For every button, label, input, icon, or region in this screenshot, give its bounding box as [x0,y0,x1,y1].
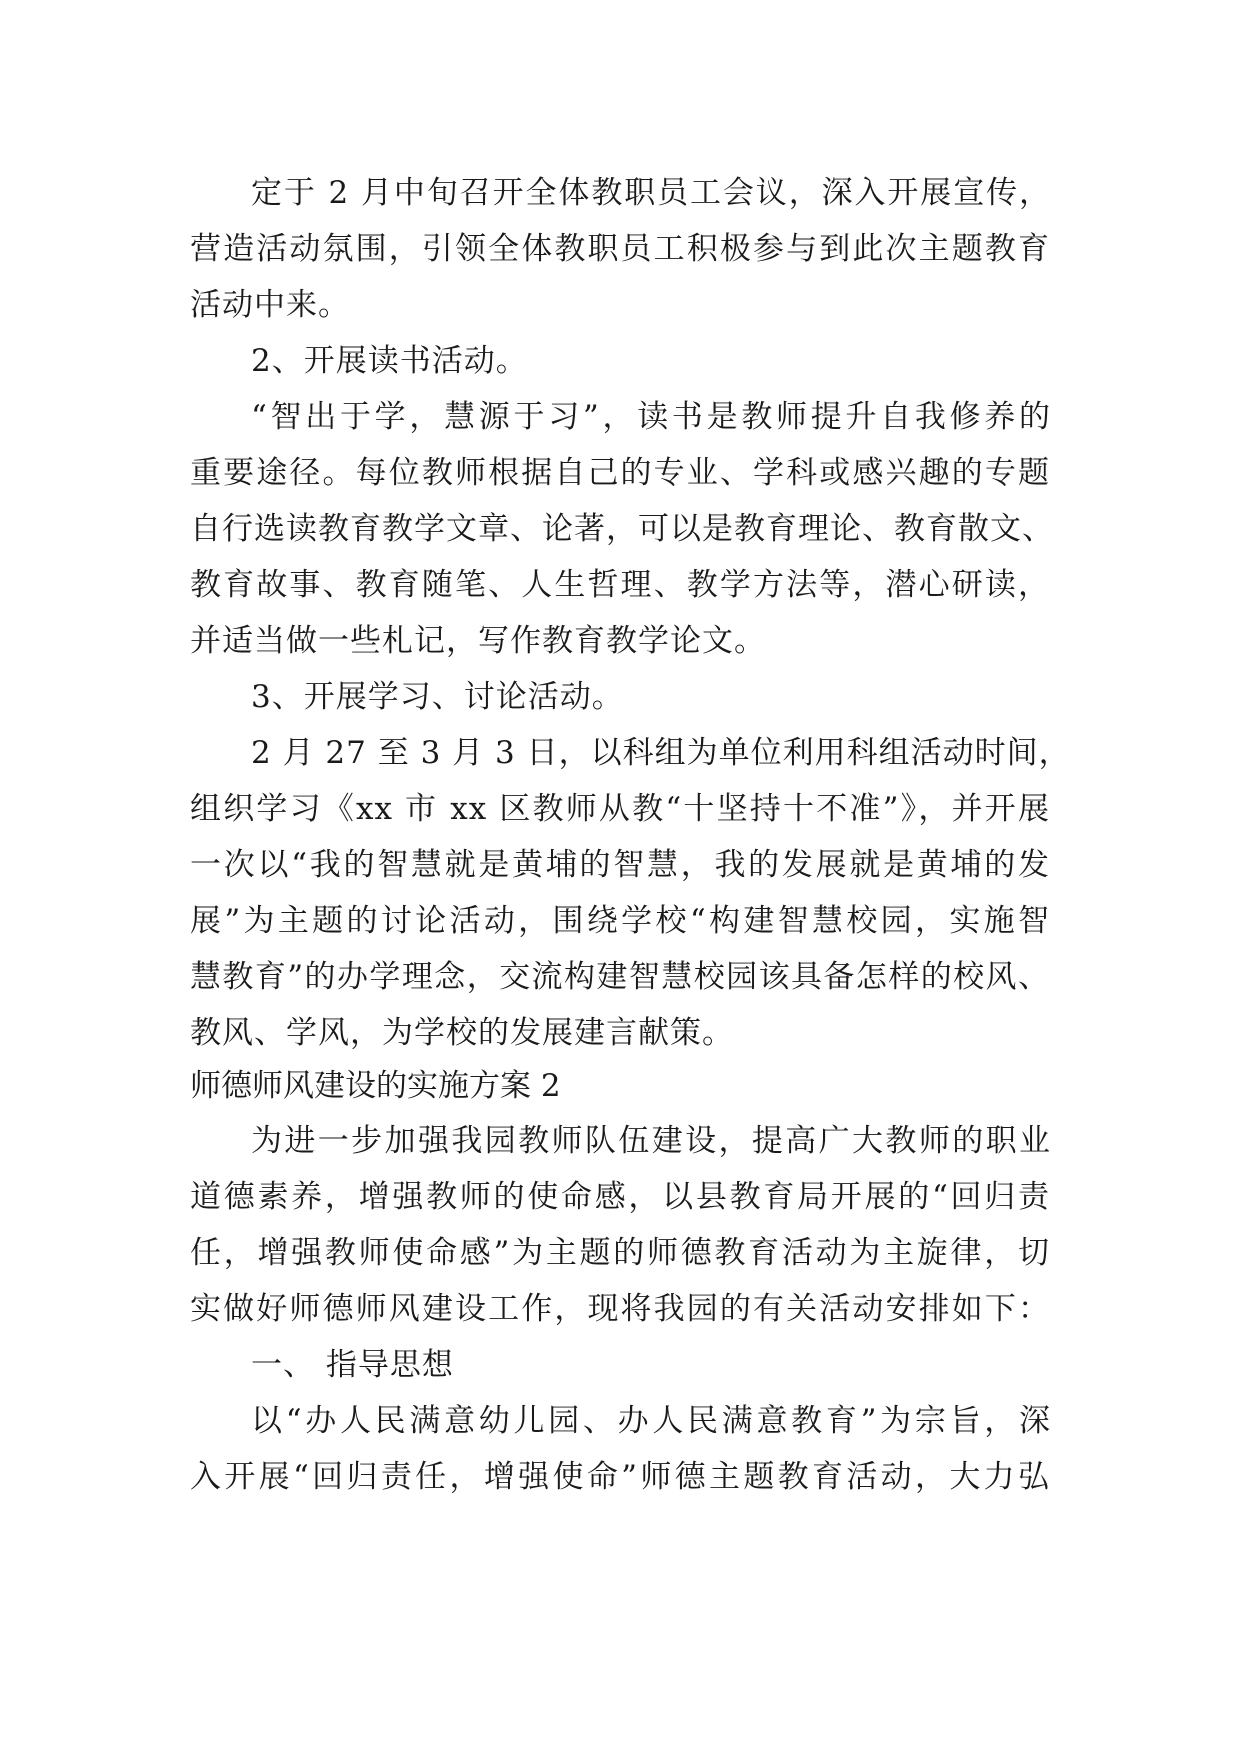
paragraph-line: 道德素养，增强教师的使命感，以县教育局开展的“回归责 [190,1179,1050,1215]
paragraph-line: 入开展“回归责任，增强使命”师德主题教育活动，大力弘 [190,1459,1050,1495]
paragraph-line: 定于 2 月中旬召开全体教职员工会议，深入开展宣传， [251,175,1051,211]
section-heading: 一、 指导思想 [251,1347,454,1383]
paragraph-line: 实做好师德师风建设工作，现将我园的有关活动安排如下： [190,1291,1050,1327]
paragraph-line: 为进一步加强我园教师队伍建设，提高广大教师的职业 [251,1123,1051,1159]
document-title: 师德师风建设的实施方案 2 [190,1068,561,1104]
paragraph-line: 慧教育”的办学理念，交流构建智慧校园该具备怎样的校风、 [190,959,1050,995]
paragraph-line: 自行选读教育教学文章、论著，可以是教育理论、教育散文、 [190,511,1054,547]
paragraph-line: 教风、学风，为学校的发展建言献策。 [190,1015,734,1051]
paragraph-line: 活动中来。 [190,287,350,323]
section-heading: 3、开展学习、讨论活动。 [251,679,624,715]
paragraph-line: 2 月 27 至 3 月 3 日，以科组为单位利用科组活动时间， [251,735,1071,771]
paragraph-line: 一次以“我的智慧就是黄埔的智慧，我的发展就是黄埔的发 [190,847,1050,883]
paragraph-line: 组织学习《xx 市 xx 区教师从教“十坚持十不准”》，并开展 [190,791,1050,827]
paragraph-line: 展”为主题的讨论活动，围绕学校“构建智慧校园，实施智 [190,903,1050,939]
paragraph-line: 以“办人民满意幼儿园、办人民满意教育”为宗旨，深 [251,1403,1051,1439]
section-heading: 2、开展读书活动。 [251,343,528,379]
paragraph-line: “智出于学，慧源于习”，读书是教师提升自我修养的 [251,399,1051,435]
paragraph-line: 教育故事、教育随笔、人生哲理、教学方法等，潜心研读， [190,567,1050,603]
paragraph-line: 重要途径。每位教师根据自己的专业、学科或感兴趣的专题 [190,455,1050,491]
paragraph-line: 并适当做一些札记，写作教育教学论文。 [190,623,766,659]
paragraph-line: 任，增强教师使命感”为主题的师德教育活动为主旋律，切 [190,1235,1050,1271]
paragraph-line: 营造活动氛围，引领全体教职员工积极参与到此次主题教育 [190,231,1050,267]
